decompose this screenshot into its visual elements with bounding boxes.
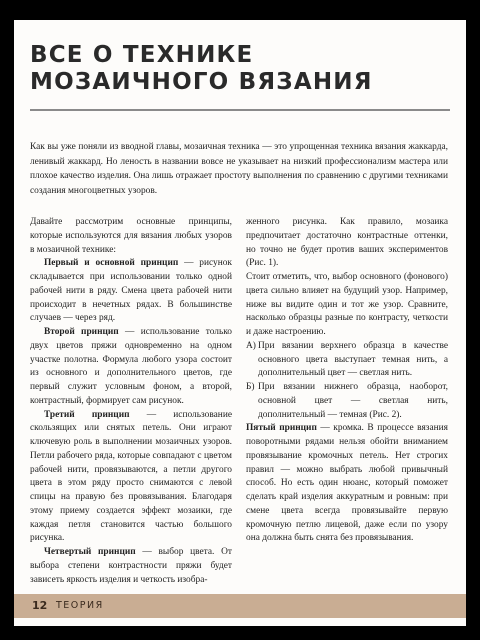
- left-column: [30, 216, 232, 587]
- title-line-1: ВСЕ О ТЕХНИКЕ: [30, 42, 254, 68]
- paragraph-principle-2: [30, 326, 232, 409]
- right-column: [246, 216, 448, 546]
- principle-3-heading: Третий принцип: [44, 409, 130, 420]
- intro-paragraph: Как вы уже поняли из вводной главы, мозаичная техника — это упрощенная техника вязания жаккарда, ленивый жаккард. Но леность в названии вовсе не указывает на низкий профессионализм мастера или плохое качество изделия. Она лишь отражает простоту выполнения по сравнению с другими техниками создания многоцветных узоров.: [30, 142, 448, 196]
- list-marker-b: Б): [246, 382, 255, 392]
- list-text-b: При вязании нижнего образца, наоборот, основной цвет — светлая нить, дополнительный — темная (Рис. 2).: [258, 382, 448, 420]
- title-line-2: МОЗАИЧНОГО ВЯЗАНИЯ: [30, 69, 373, 95]
- principle-2-heading: Второй принцип: [44, 327, 119, 337]
- paragraph-principles-intro: Давайте рассмотрим основные принципы, которые используются для вязания любых узоров в мозаичной технике:: [30, 217, 232, 255]
- paragraph-principle-5: [246, 422, 448, 546]
- principle-1-heading: Первый и основной принцип: [44, 258, 179, 269]
- principle-4-text: — выбор цвета. От выбора степени контрастности пряжи будет зависеть яркость изделия и четкость изобра-: [30, 547, 232, 585]
- paragraph-principle-1: [30, 257, 232, 326]
- principle-5-heading: Пятый принцип: [246, 423, 317, 434]
- list-item-a: [246, 340, 448, 381]
- book-page: [14, 20, 466, 626]
- paragraph-principle-3: [30, 409, 232, 547]
- list-marker-a: А): [246, 340, 256, 351]
- title-divider: [30, 109, 450, 111]
- principle-3-text: — использование скользящих или снятых петель. Они играют ключевую роль в выполнении мозаичных узоров. Петли рабочего ряда, которые совпадают с цветом рабочей нити, провязываются, а петли другого цвета в этом ряду просто снимаются с левой спицы на правую без провязывания. Благодаря этому приему создается эффект мозаики, где каждая петля становится частью большого рисунка.: [30, 409, 232, 544]
- page-footer: [14, 594, 466, 618]
- list-text-a: При вязании верхнего образца в качестве основного цвета выступает темная нить, а дополнительный цвет — светлая нить.: [258, 340, 448, 379]
- principle-1-text: — рисунок складывается при использовании только одной рабочей нити в ряду. Смена цвета рабочей нити происходит в нечетных рядах. В большинстве случаев — через ряд.: [30, 258, 232, 324]
- page-number: 12: [32, 599, 48, 612]
- list-item-b: [246, 381, 448, 422]
- principle-2-text: — использование только двух цветов пряжи одновременно на одном участке полотна. Формула любого узора состоит из основного и дополнительного цветов, где первый служит условным фоном, а второй, контрастный, формирует сам рисунок.: [30, 327, 232, 406]
- section-name: ТЕОРИЯ: [56, 600, 104, 611]
- principle-4-heading: Четвертый принцип: [44, 547, 136, 557]
- page-title: [30, 42, 450, 96]
- paragraph-principle-4: [30, 546, 232, 587]
- paragraph-background-color: Стоит отметить, что, выбор основного (фонового) цвета сильно влияет на будущий узор. Например, ниже вы видите один и тот же узор. Сравните, насколько образцы разные по контрасту, четкости и даже настроению.: [246, 272, 448, 337]
- paragraph-continuation: женного рисунка. Как правило, мозаика предпочитает достаточно контрастные оттенки, но точно не будет против ваших экспериментов (Рис. 1).: [246, 217, 448, 269]
- principle-5-text: — кромка. В процессе вязания поворотными рядами нельзя обойти вниманием провязывание кромочных петель. Нет строгих правил — можно выбрать любой привычный способ. Но есть один нюанс, который поможет сделать край изделия аккуратным и ровным: при смене цвета всегда провязывайте первую кромочную петлю лицевой, даже если по узору она должна быть снята без провязывания.: [246, 423, 448, 544]
